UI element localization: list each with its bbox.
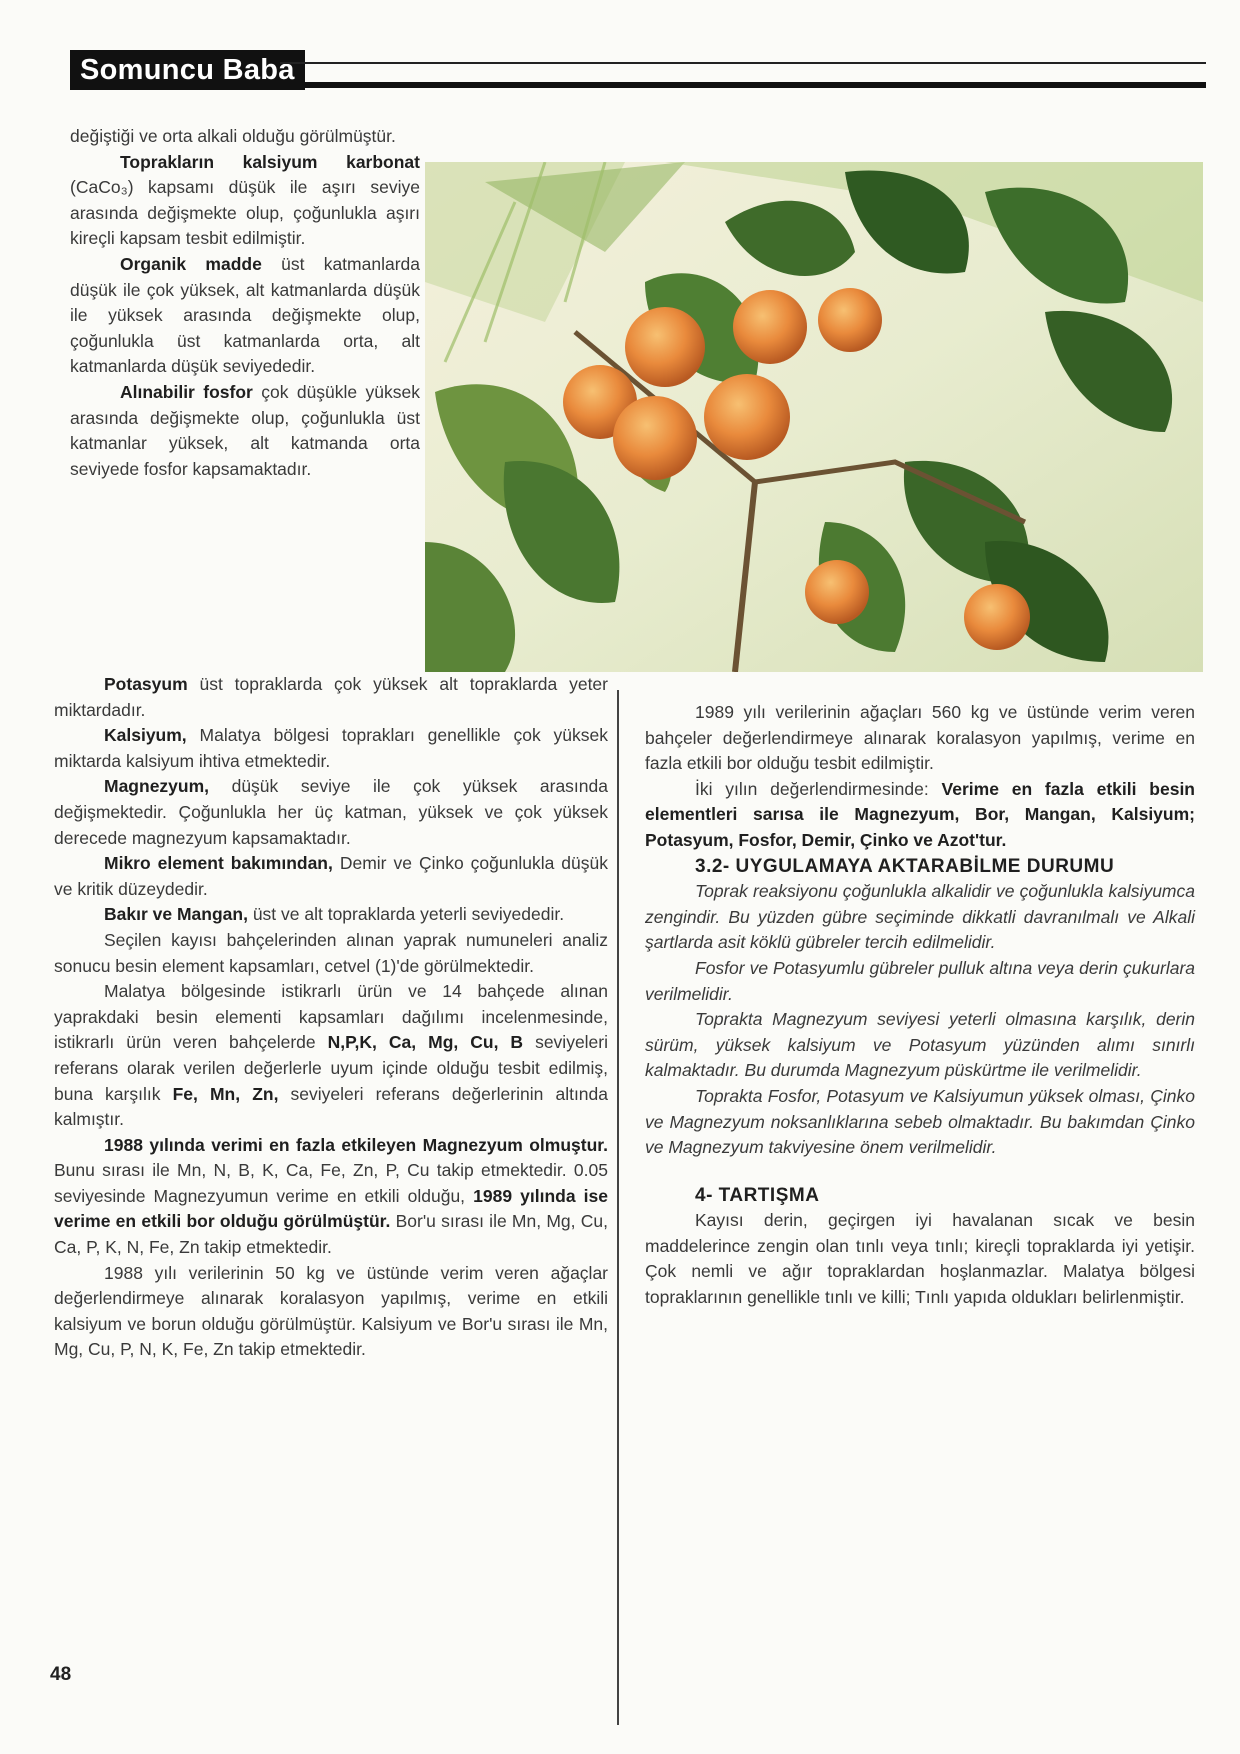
recommendation-2: Fosfor ve Potasyumlu gübreler pulluk altına veya derin çukurlara verilmelidir. (645, 957, 1195, 1004)
paragraph-1988-correlation: 1988 yılı verilerinin 50 kg ve üstünde verim veren ağaçlar değerlendirmeye alınarak koralasyon yapılmış, verime en etkili kalsiyum ve borun olduğu görülmüştür. Kalsiyum ve Bor'u sırası ile Mn, Mg, Cu, P, N, K, Fe, Zn takip etmektedir. (54, 1262, 608, 1360)
term-organic-matter: Organik madde (120, 253, 262, 274)
text-two-year-intro: İki yılın değerlendirmesinde: (695, 778, 942, 799)
paragraph-organic-matter (70, 252, 420, 380)
text-calcium: Malatya bölgesi toprakları genellikle çok yüksek miktarda kalsiyum ihtiva etmektedir. (54, 725, 608, 771)
paragraph-calcium (54, 723, 608, 774)
term-copper-manganese: Bakır ve Mangan, (104, 904, 248, 925)
paragraph-magnesium (54, 774, 608, 851)
paragraph-discussion: Kayısı derin, geçirgen iyi havalanan sıcak ve besin maddelerince zengin olan tınlı veya tınlı; kireçli topraklarda iyi yetişir. Çok nemli ve ağır topraklardan hoşlanmazlar. Malatya bölgesi topraklarının genellikle tınlı ve killi; Tınlı yapıda oldukları belirlenmiştir. (645, 1210, 1195, 1308)
paragraph-micro-elements (54, 851, 608, 902)
text-micro-elements: Demir ve Çinko çoğunlukla düşük ve kritik düzeydedir. (54, 853, 609, 899)
term-potassium: Potasyum (104, 674, 188, 694)
text-organic-matter: üst katmanlarda düşük ile çok yüksek, alt katmanlarda düşük ile yüksek arasında değişmekte olup, çoğunlukla üst katmanlarda orta, alt katmanlarda düşük seviyededir. (70, 253, 420, 377)
recommendation-1: Toprak reaksiyonu çoğunlukla alkalidir ve çoğunlukla kalsiyumca zengindir. Bu yüzden gübre seçiminde dikkatli davranılmalı ve Alkali şartlarda asit köklü gübreler tercih edilmelidir. (645, 881, 1195, 953)
text-distribution-c: seviyeleri referans olarak verilen değerlerle uyum içinde olduğu tesbit edilmiş, buna karşılık (54, 1032, 609, 1104)
text-1989-order: Bor'u sırası ile Mn, Mg, Cu, Ca, P, K, N, Fe, Zn takip etmektedir. (54, 1211, 608, 1258)
right-column (645, 700, 1195, 1311)
paragraph-calcium-carbonate (70, 150, 420, 252)
term-elements-ok: N,P,K, Ca, Mg, Cu, B (327, 1032, 524, 1053)
paragraph-potassium (54, 672, 608, 723)
page-number: 48 (50, 1664, 72, 1685)
text-distribution-d: seviyeleri referans değerlerinin altında kalmıştır. (54, 1083, 609, 1130)
finding-1988: 1988 yılında verimi en fazla etkileyen Magnezyum olmuştur. (104, 1134, 608, 1155)
magazine-header (70, 50, 1206, 90)
apricot-photo (425, 162, 1203, 672)
text-potassium: üst topraklarda çok yüksek alt topraklarda yeter miktardadır. (54, 674, 608, 720)
term-calcium-carbonate: Toprakların kalsiyum karbonat (120, 151, 420, 172)
paragraph-1989-correlation: 1989 yılı verilerinin ağaçları 560 kg ve üstünde verim veren bahçeler değerlendirmeye alınarak koralasyon yapılmış, verime en fazla etkili bor olduğu tesbit edilmiştir. (645, 702, 1195, 774)
section-heading-3-2: 3.2- UYGULAMAYA AKTARABİLME DURUMU (695, 855, 1115, 877)
paragraph-copper-manganese (54, 902, 608, 928)
text-1988-order: Bunu sırası ile Mn, N, B, K, Ca, Fe, Zn, P, Cu takip etmektedir. 0.05 seviyesinde Magnezyumun verime en etkili olduğu, (54, 1160, 608, 1206)
apricot-branch-image (425, 162, 1203, 672)
column-divider (617, 690, 619, 1725)
text-magnesium: düşük seviye ile çok yüksek arasında değişmektedir. Çoğunlukla her üç katman, yüksek ve çok yüksek derecede magnezyum kapsamaktadır. (54, 776, 608, 848)
finding-two-year: Verime en fazla etkili besin elementleri sarısa ile Magnezyum, Bor, Mangan, Kalsiyum; Potasyum, Fosfor, Demir, Çinko ve Azot'tur. (645, 778, 1195, 850)
term-magnesium: Magnezyum, (104, 776, 210, 797)
left-column-top (70, 124, 420, 482)
header-rule-thin (280, 62, 1206, 64)
paragraph-1988-1989 (54, 1133, 608, 1261)
paragraph-two-year-summary (645, 777, 1195, 854)
magazine-title: Somuncu Baba (70, 50, 305, 90)
paragraph-distribution (54, 979, 608, 1133)
recommendation-4: Toprakta Fosfor, Potasyum ve Kalsiyumun yüksek olması, Çinko ve Magnezyum noksanlıklarına sebeb olmaktadır. Bu bakımdan Çinko ve Magnezyum takviyesine önem verilmelidir. (645, 1085, 1195, 1158)
term-micro-elements: Mikro element bakımından, (104, 853, 333, 874)
text-calcium-carbonate: (CaCo₃) kapsamı düşük ile aşırı seviye arasında değişmekte olup, çoğunlukla aşırı kireçli kapsam tesbit edilmiştir. (70, 177, 420, 249)
paragraph-phosphorus (70, 380, 420, 482)
header-rule-thick (280, 82, 1206, 88)
text-copper-manganese: üst ve alt topraklarda yeterli seviyededir. (247, 904, 565, 925)
term-elements-low: Fe, Mn, Zn, (172, 1083, 279, 1104)
left-column-bottom (54, 672, 608, 1363)
section-heading-4: 4- TARTIŞMA (695, 1184, 820, 1206)
text-distribution-a: Malatya bölgesinde istikrarlı ürün ve 14 bahçede alınan yaprakdaki besin elementi kapsamları dağılımı incelenmesinde, istikrarlı ürün veren bahçelerde (54, 981, 608, 1053)
recommendation-3: Toprakta Magnezyum seviyesi yeterli olmasına karşılık, derin sürüm, yüksek kalsiyum ve Potasyum yüzünden alımı sınırlı kalmaktadır. Bu durumda Magnezyum püskürtme ile verilmelidir. (645, 1009, 1195, 1081)
text-phosphorus: çok düşükle yüksek arasında değişmekte olup, çoğunlukla üst katmanlar yüksek, alt katmanda orta seviyede fosfor kapsamaktadır. (70, 381, 421, 479)
paragraph-leaf-samples: Seçilen kayısı bahçelerinden alınan yaprak numuneleri analiz sonucu besin element kapsamları, cetvel (1)'de görülmektedir. (54, 929, 608, 976)
term-calcium: Kalsiyum, (104, 725, 187, 746)
paragraph-continuation: değiştiği ve orta alkali olduğu görülmüştür. (70, 126, 396, 146)
term-phosphorus: Alınabilir fosfor (120, 381, 253, 402)
finding-1989: 1989 yılında ise verime en etkili bor olduğu görülmüştür. (54, 1185, 608, 1232)
